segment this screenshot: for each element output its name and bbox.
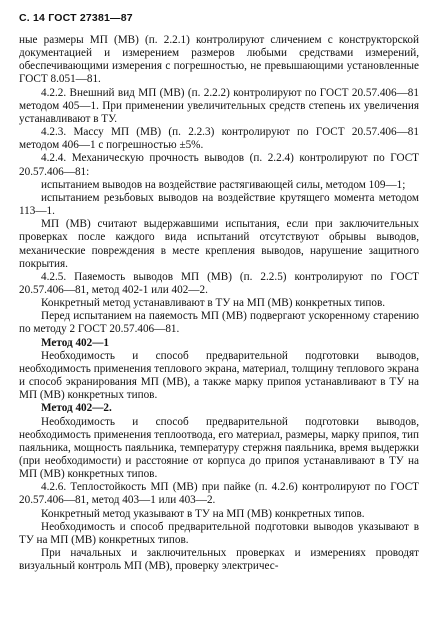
paragraph: 4.2.4. Механическую прочность выводов (п. 2.2.4) контролируют по ГОСТ 20.57.406—81: (19, 152, 419, 178)
paragraph: испытанием резьбовых выводов на воздействие крутящего момента методом 113—1. (19, 191, 419, 218)
paragraph: Конкретный метод указывают в ТУ на МП (МВ) конкретных типов. (41, 507, 365, 520)
paragraph: Необходимость и способ предварительной подготовки выводов, необходимость применения теплоотвода, его материал, размеры, марку припоя, тип паяльника, мощность паяльника, температуру стержня паяльника, время выдержки (при необходимости) и расстояние от корпуса до припоя устанавливают в ТУ на МП (МВ) конкретных типов. (19, 415, 419, 481)
paragraph: ные размеры МП (МВ) (п. 2.2.1) контролируют сличением с конструкторской документацией и измерением размеров любыми средствами измерений, обеспечивающими измерения с погрешностью, не превышающими установленные ГОСТ 8.051—81. (19, 34, 419, 86)
method-heading: Метод 402—1 (41, 336, 110, 349)
paragraph: 4.2.6. Теплостойкость МП (МВ) при пайке (п. 4.2.6) контролируют по ГОСТ 20.57.406—81, метод 403—1 или 403—2. (19, 481, 419, 507)
document-body (19, 34, 419, 573)
page-header: С. 14 ГОСТ 27381—87 (19, 12, 133, 24)
paragraph: испытанием выводов на воздействие растягивающей силы, методом 109—1; (41, 178, 406, 191)
paragraph: МП (МВ) считают выдержавшими испытания, если при заключительных проверках после каждого вида испытаний отсутствуют обрывы выводов, механические повреждения в месте крепления выводов, нарушение защитного покрытия. (19, 218, 419, 270)
paragraph: При начальных и заключительных проверках и измерениях проводят визуальный контроль МП (МВ), проверку электричес- (19, 547, 419, 573)
paragraph: 4.2.5. Паяемость выводов МП (МВ) (п. 2.2.5) контролируют по ГОСТ 20.57.406—81, метод 402-1 или 402—2. (19, 270, 419, 296)
paragraph: Конкретный метод устанавливают в ТУ на МП (МВ) конкретных типов. (41, 297, 386, 310)
paragraph: Перед испытанием на паяемость МП (МВ) подвергают ускоренному старению по методу 2 ГОСТ 20.57.406—81. (19, 310, 419, 336)
paragraph: Необходимость и способ предварительной подготовки выводов, необходимость применения теплового экрана, материал, толщину теплового экрана и способ экранирования МП (МВ), а также марку припоя устанавливают в ТУ на МП (МВ) конкретных типов. (19, 349, 419, 402)
method-heading: Метод 402—2. (41, 402, 112, 415)
paragraph: 4.2.2. Внешний вид МП (МВ) (п. 2.2.2) контролируют по ГОСТ 20.57.406—81 методом 405—1. При применении увеличительных средств степень их увеличения устанавливают в ТУ. (19, 86, 419, 125)
paragraph: 4.2.3. Массу МП (МВ) (п. 2.2.3) контролируют по ГОСТ 20.57.406—81 методом 406—1 с погрешностью ±5%. (19, 126, 419, 152)
paragraph: Необходимость и способ предварительной подготовки выводов указывают в ТУ на МП (МВ) конкретных типов. (19, 520, 419, 546)
